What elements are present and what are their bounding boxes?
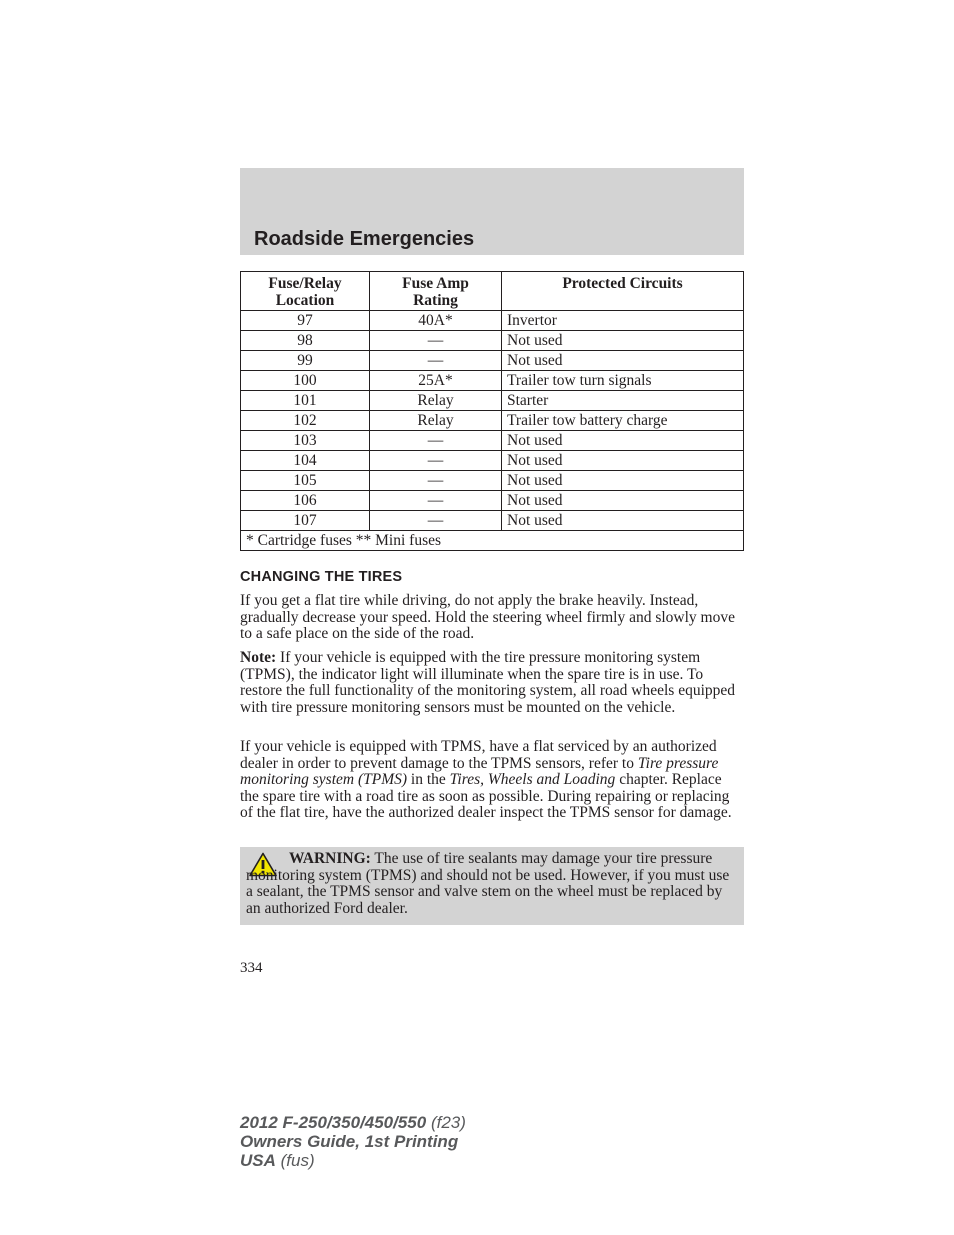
cell-protected-circuit: Trailer tow battery charge: [502, 411, 744, 431]
table-row: [241, 431, 744, 451]
footer-line-3: USA (fus): [240, 1151, 315, 1170]
cell-amp-rating: Relay: [370, 391, 502, 411]
paragraph-tpms: [240, 739, 744, 822]
cross-reference-tpms: Tire pressure monitoring system (TPMS): [240, 754, 719, 788]
cell-protected-circuit: Not used: [502, 471, 744, 491]
cell-protected-circuit: Not used: [502, 491, 744, 511]
cell-amp-rating: 25A*: [370, 371, 502, 391]
warning-label: WARNING:: [289, 850, 371, 867]
cell-location: 99: [241, 351, 370, 371]
cell-amp-rating: —: [370, 491, 502, 511]
cell-amp-rating: —: [370, 471, 502, 491]
fuse-table: [240, 271, 744, 551]
column-header: Protected Circuits: [502, 272, 744, 311]
table-row: [241, 351, 744, 371]
cell-protected-circuit: Not used: [502, 331, 744, 351]
cell-protected-circuit: Not used: [502, 351, 744, 371]
cell-location: 104: [241, 451, 370, 471]
cell-protected-circuit: Not used: [502, 451, 744, 471]
cell-location: 107: [241, 511, 370, 531]
column-header: Fuse/Relay Location: [241, 272, 370, 311]
table-footnote-row: [241, 531, 744, 551]
tpms-text-c: chapter. Replace the spare tire with a road tire as soon as possible. During repairing or replacing of the flat tire, have the authorized dealer inspect the TPMS sensor for damage.: [240, 771, 732, 821]
warning-body: The use of tire sealants may damage your tire pressure monitoring system (TPMS) and should not be used. However, if you must use a sealant, the TPMS sensor and valve stem on the wheel must be replaced by an authorized Ford dealer.: [246, 850, 730, 917]
table-row: [241, 331, 744, 351]
footer-line-1: 2012 F-250/350/450/550 (f23): [240, 1113, 466, 1132]
section-header-band: [240, 168, 744, 255]
table-footnote: * Cartridge fuses ** Mini fuses: [241, 531, 744, 551]
table-row: [241, 311, 744, 331]
note-label: Note:: [240, 649, 277, 666]
footer-publication-info: [240, 1113, 466, 1170]
cell-location: 102: [241, 411, 370, 431]
table-row: [241, 471, 744, 491]
cell-location: 100: [241, 371, 370, 391]
table-row: [241, 511, 744, 531]
table-header-row: [241, 272, 744, 311]
cell-amp-rating: —: [370, 451, 502, 471]
paragraph-note: [240, 650, 744, 716]
footer-line-2: Owners Guide, 1st Printing: [240, 1132, 459, 1151]
cell-amp-rating: 40A*: [370, 311, 502, 331]
tpms-text-b: in the: [407, 771, 450, 788]
page-title: Roadside Emergencies: [254, 228, 475, 250]
cell-protected-circuit: Starter: [502, 391, 744, 411]
cell-amp-rating: —: [370, 331, 502, 351]
table-row: [241, 451, 744, 471]
warning-box: [240, 847, 744, 925]
section-heading: CHANGING THE TIRES: [240, 569, 403, 585]
cell-location: 97: [241, 311, 370, 331]
table-row: [241, 411, 744, 431]
cell-amp-rating: —: [370, 511, 502, 531]
page-number: 334: [240, 960, 263, 976]
table-row: [241, 491, 744, 511]
cell-protected-circuit: Trailer tow turn signals: [502, 371, 744, 391]
table-row: [241, 371, 744, 391]
cross-reference-chapter: Tires, Wheels and Loading: [449, 771, 616, 788]
paragraph-flat-tire: If you get a flat tire while driving, do not apply the brake heavily. Instead, gradually decrease your speed. Hold the steering wheel firmly and slowly move to a safe place on the side of the road.: [240, 592, 735, 642]
cell-location: 103: [241, 431, 370, 451]
cell-location: 98: [241, 331, 370, 351]
note-text: If your vehicle is equipped with the tire pressure monitoring system (TPMS), the indicator light will illuminate when the spare tire is in use. To restore the full functionality of the monitoring system, all road wheels equipped with tire pressure monitoring sensors must be mounted on the vehicle.: [240, 649, 736, 716]
cell-protected-circuit: Not used: [502, 431, 744, 451]
cell-location: 105: [241, 471, 370, 491]
cell-amp-rating: —: [370, 351, 502, 371]
cell-protected-circuit: Not used: [502, 511, 744, 531]
cell-protected-circuit: Invertor: [502, 311, 744, 331]
tpms-text-a: If your vehicle is equipped with TPMS, have a flat serviced by an authorized dealer in order to prevent damage to the TPMS sensors, refer to: [240, 738, 717, 772]
cell-location: 101: [241, 391, 370, 411]
table-row: [241, 391, 744, 411]
column-header: Fuse Amp Rating: [370, 272, 502, 311]
warning-text: [246, 851, 738, 917]
cell-location: 106: [241, 491, 370, 511]
cell-amp-rating: Relay: [370, 411, 502, 431]
table-body: [241, 311, 744, 531]
cell-amp-rating: —: [370, 431, 502, 451]
